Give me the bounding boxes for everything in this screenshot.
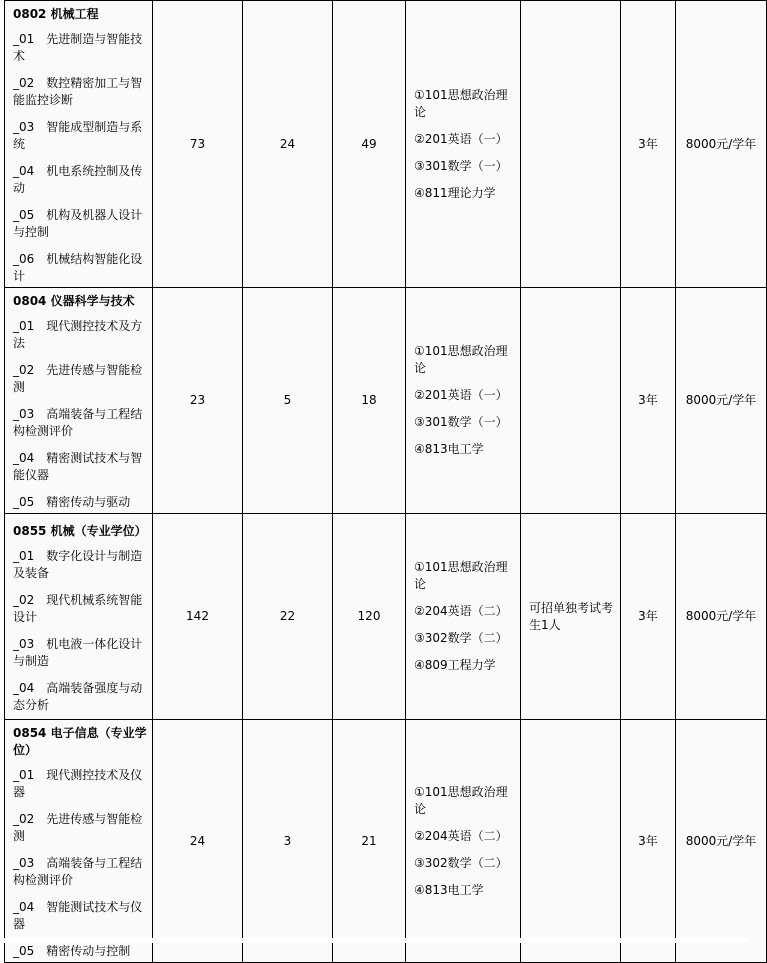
major-cell bbox=[5, 720, 153, 963]
direction-item: _05 精密传动与驱动 bbox=[13, 495, 131, 509]
exam-quota: 21 bbox=[333, 720, 406, 963]
study-years: 3年 bbox=[621, 720, 676, 963]
major-cell bbox=[5, 514, 153, 720]
direction-item: _04 机电系统控制及传动 bbox=[13, 164, 143, 195]
exam-subject: ④811理论力学 bbox=[414, 185, 496, 200]
exam-subjects bbox=[406, 514, 521, 720]
direction-item: _02 先进传感与智能检测 bbox=[13, 812, 143, 843]
major-title: 0804 仪器科学与技术 bbox=[13, 294, 135, 308]
exam-subjects bbox=[406, 1, 521, 288]
exam-subject: ②204英语（二） bbox=[414, 604, 508, 618]
direction-item: _05 精密传动与控制 bbox=[13, 944, 131, 958]
table-body bbox=[5, 1, 767, 963]
exam-subject: ③301数学（一） bbox=[414, 415, 508, 429]
direction-item: _06 机械结构智能化设计 bbox=[13, 252, 143, 283]
exam-subject: ③302数学（二） bbox=[414, 855, 508, 870]
admission-table bbox=[4, 0, 767, 963]
direction-item: _01 现代测控技术及方法 bbox=[13, 319, 143, 350]
major-title: 0854 电子信息（专业学位） bbox=[13, 726, 147, 757]
table-row bbox=[5, 514, 767, 720]
total-quota: 23 bbox=[153, 288, 243, 514]
exam-quota: 49 bbox=[333, 1, 406, 288]
direction-item: _02 先进传感与智能检测 bbox=[13, 363, 143, 394]
total-quota: 73 bbox=[153, 1, 243, 288]
note-cell bbox=[521, 288, 621, 514]
major-cell bbox=[5, 288, 153, 514]
exam-subject: ②201英语（一） bbox=[414, 388, 508, 402]
direction-item: _05 机构及机器人设计与控制 bbox=[13, 208, 143, 239]
recommended-quota: 3 bbox=[243, 720, 333, 963]
note-cell bbox=[521, 720, 621, 963]
study-years: 3年 bbox=[621, 514, 676, 720]
note-cell bbox=[521, 1, 621, 288]
major-title: 0855 机械（专业学位） bbox=[13, 523, 147, 538]
direction-item: _04 精密测试技术与智能仪器 bbox=[13, 451, 143, 482]
recommended-quota: 24 bbox=[243, 1, 333, 288]
direction-item: _01 先进制造与智能技术 bbox=[13, 32, 143, 63]
direction-item: _02 现代机械系统智能设计 bbox=[13, 592, 143, 624]
exam-subject: ①101思想政治理论 bbox=[414, 560, 508, 591]
exam-subject: ③301数学（一） bbox=[414, 158, 508, 173]
study-years: 3年 bbox=[621, 1, 676, 288]
exam-quota: 120 bbox=[333, 514, 406, 720]
direction-item: _02 数控精密加工与智能监控诊断 bbox=[13, 76, 143, 107]
table-row bbox=[5, 720, 767, 963]
tuition-fee: 8000元/学年 bbox=[676, 1, 767, 288]
study-years: 3年 bbox=[621, 288, 676, 514]
exam-subject: ①101思想政治理论 bbox=[414, 87, 508, 119]
total-quota: 142 bbox=[153, 514, 243, 720]
exam-subject: ②204英语（二） bbox=[414, 828, 508, 843]
exam-subjects bbox=[406, 288, 521, 514]
direction-item: _01 数字化设计与制造及装备 bbox=[13, 548, 143, 580]
major-title: 0802 机械工程 bbox=[13, 7, 99, 21]
exam-quota: 18 bbox=[333, 288, 406, 514]
direction-item: _04 高端装备强度与动态分析 bbox=[13, 680, 143, 712]
exam-subject: ②201英语（一） bbox=[414, 131, 508, 146]
recommended-quota: 22 bbox=[243, 514, 333, 720]
exam-subject: ④809工程力学 bbox=[414, 658, 496, 672]
exam-subject: ①101思想政治理论 bbox=[414, 784, 508, 816]
direction-item: _03 机电液一体化设计与制造 bbox=[13, 636, 143, 668]
direction-item: _03 高端装备与工程结构检测评价 bbox=[13, 856, 143, 887]
bottom-edge bbox=[0, 938, 749, 943]
table-row bbox=[5, 288, 767, 514]
exam-subjects bbox=[406, 720, 521, 963]
exam-subject: ①101思想政治理论 bbox=[414, 344, 508, 375]
direction-item: _03 智能成型制造与系统 bbox=[13, 120, 143, 151]
table-row bbox=[5, 1, 767, 288]
exam-subject: ④813电工学 bbox=[414, 882, 484, 897]
direction-item: _04 智能测试技术与仪器 bbox=[13, 900, 143, 931]
note-cell: 可招单独考试考生1人 bbox=[521, 514, 621, 720]
major-cell bbox=[5, 1, 153, 288]
tuition-fee: 8000元/学年 bbox=[676, 514, 767, 720]
recommended-quota: 5 bbox=[243, 288, 333, 514]
direction-item: _03 高端装备与工程结构检测评价 bbox=[13, 407, 143, 438]
total-quota: 24 bbox=[153, 720, 243, 963]
exam-subject: ④813电工学 bbox=[414, 442, 484, 456]
exam-subject: ③302数学（二） bbox=[414, 631, 508, 645]
tuition-fee: 8000元/学年 bbox=[676, 288, 767, 514]
tuition-fee: 8000元/学年 bbox=[676, 720, 767, 963]
direction-item: _01 现代测控技术及仪器 bbox=[13, 768, 143, 799]
